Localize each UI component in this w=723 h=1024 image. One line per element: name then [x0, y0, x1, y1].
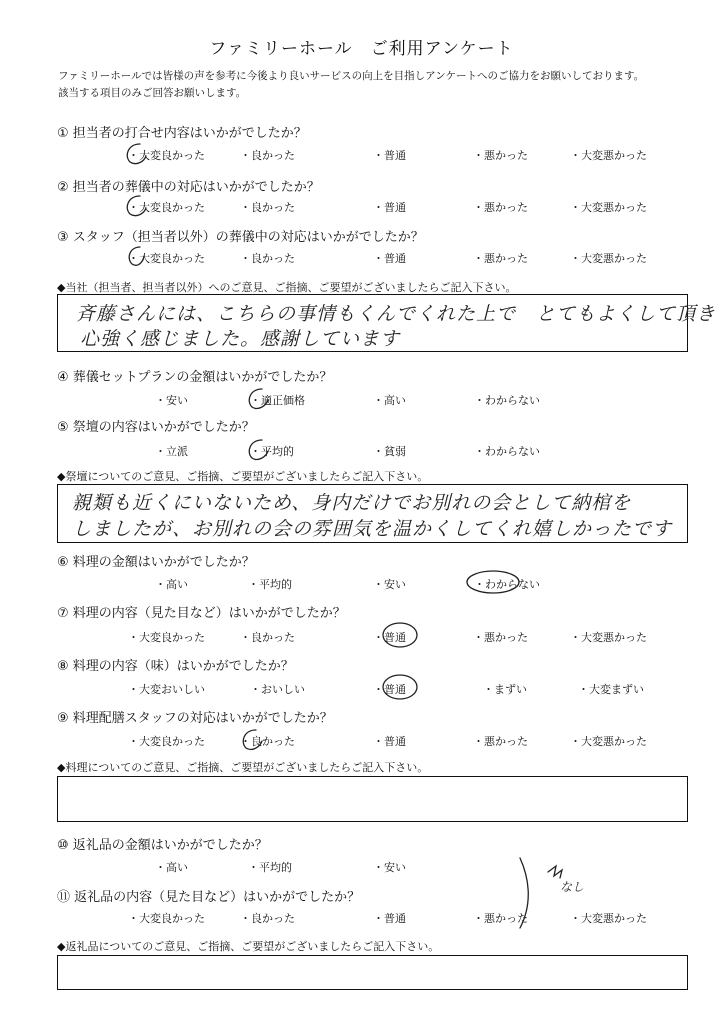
q10-option-1[interactable]: ・高い: [155, 861, 188, 874]
q11-option-5[interactable]: ・大変悪かった: [570, 912, 647, 925]
comment-box-company[interactable]: [57, 294, 717, 352]
q9-option-2[interactable]: ・良かった: [240, 735, 295, 748]
scribble-mark: [548, 866, 562, 878]
comment-label-company: ◆当社（担当者、担当者以外）へのご意見、ご指摘、ご要望がございましたらご記入下さい。: [57, 281, 517, 294]
q9-option-3[interactable]: ・普通: [373, 735, 406, 748]
comment-box-altar[interactable]: [57, 484, 688, 543]
q5-option-4[interactable]: ・わからない: [474, 445, 540, 458]
q8-option-1[interactable]: ・大変おいしい: [128, 683, 205, 696]
q7-option-3[interactable]: ・普通: [373, 631, 406, 644]
q6-option-1[interactable]: ・高い: [155, 578, 188, 591]
question-7: ⑦ 料理の内容（見た目など）はいかがでしたか？: [57, 606, 346, 621]
question-5: ⑤ 祭壇の内容はいかがでしたか？: [57, 420, 255, 435]
q2-option-5[interactable]: ・大変悪かった: [570, 201, 647, 214]
comment-box-food[interactable]: [57, 776, 688, 822]
q7-option-1[interactable]: ・大変良かった: [128, 631, 205, 644]
q8-option-2[interactable]: ・おいしい: [250, 683, 305, 696]
q6-option-3[interactable]: ・安い: [373, 578, 406, 591]
handwritten-line: 心強く感じました。感謝しています: [80, 328, 401, 350]
q7-option-4[interactable]: ・悪かった: [473, 631, 528, 644]
q9-option-5[interactable]: ・大変悪かった: [570, 735, 647, 748]
q9-option-1[interactable]: ・大変良かった: [128, 735, 205, 748]
question-11: ⑪ 返礼品の内容（見た目など）はいかがでしたか？: [57, 890, 361, 905]
q1-option-1[interactable]: ・大変良かった: [128, 149, 205, 162]
q3-option-5[interactable]: ・大変悪かった: [570, 252, 647, 265]
question-9: ⑨ 料理配膳スタッフの対応はいかがでしたか？: [57, 711, 333, 726]
q8-option-5[interactable]: ・大変まずい: [578, 683, 644, 696]
q6-option-2[interactable]: ・平均的: [248, 578, 292, 591]
intro-line-1: ファミリーホールでは皆様の声を参考に今後より良いサービスの向上を目指しアンケートへのご協力をお願いしております。: [58, 70, 645, 82]
question-3: ③ スタッフ（担当者以外）の葬儀中の対応はいかがでしたか？: [57, 230, 424, 245]
q6-option-4[interactable]: ・わからない: [474, 578, 540, 591]
q5-option-3[interactable]: ・貧弱: [373, 445, 406, 458]
comment-label-food: ◆料理についてのご意見、ご指摘、ご要望がございましたらご記入下さい。: [57, 761, 429, 774]
comment-label-altar: ◆祭壇についてのご意見、ご指摘、ご要望がございましたらご記入下さい。: [57, 470, 429, 483]
comment-box-gift[interactable]: [57, 955, 688, 990]
q3-option-3[interactable]: ・普通: [373, 252, 406, 265]
q2-option-1[interactable]: ・大変良かった: [128, 201, 205, 214]
q2-option-3[interactable]: ・普通: [373, 201, 406, 214]
question-1: ① 担当者の打合せ内容はいかがでしたか？: [57, 126, 307, 141]
comment-label-gift: ◆返礼品についてのご意見、ご指摘、ご要望がございましたらご記入下さい。: [57, 940, 440, 953]
question-4: ④ 葬儀セットプランの金額はいかがでしたか？: [57, 370, 333, 385]
q2-option-2[interactable]: ・良かった: [240, 201, 295, 214]
handwritten-line: 親類も近くにいないため、身内だけでお別れの会として納棺を: [72, 492, 632, 514]
q3-option-1[interactable]: ・大変良かった: [128, 252, 205, 265]
q8-option-4[interactable]: ・まずい: [483, 683, 527, 696]
handwritten-note: なし: [560, 880, 585, 894]
intro-line-2: 該当する項目のみご回答お願いします。: [58, 87, 247, 99]
q7-option-2[interactable]: ・良かった: [240, 631, 295, 644]
q9-option-4[interactable]: ・悪かった: [473, 735, 528, 748]
q11-option-2[interactable]: ・良かった: [240, 912, 295, 925]
q1-option-4[interactable]: ・悪かった: [473, 149, 528, 162]
q4-option-3[interactable]: ・高い: [373, 394, 406, 407]
q4-option-4[interactable]: ・わからない: [474, 394, 540, 407]
question-8: ⑧ 料理の内容（味）はいかがでしたか？: [57, 659, 294, 674]
q11-option-1[interactable]: ・大変良かった: [128, 912, 205, 925]
q4-option-2[interactable]: ・適正価格: [250, 394, 305, 407]
q11-option-3[interactable]: ・普通: [373, 912, 406, 925]
q1-option-5[interactable]: ・大変悪かった: [570, 149, 647, 162]
question-6: ⑥ 料理の金額はいかがでしたか？: [57, 555, 255, 570]
q1-option-3[interactable]: ・普通: [373, 149, 406, 162]
q3-option-4[interactable]: ・悪かった: [473, 252, 528, 265]
handwritten-line: 斉藤さんには、こちらの事情もくんでくれた上で とてもよくして頂き: [76, 303, 717, 325]
q5-option-1[interactable]: ・立派: [155, 445, 188, 458]
question-2: ② 担当者の葬儀中の対応はいかがでしたか？: [57, 180, 320, 195]
q5-option-2[interactable]: ・平均的: [250, 445, 294, 458]
q11-option-4[interactable]: ・悪かった: [473, 912, 528, 925]
q1-option-2[interactable]: ・良かった: [240, 149, 295, 162]
q2-option-4[interactable]: ・悪かった: [473, 201, 528, 214]
question-10: ⑩ 返礼品の金額はいかがでしたか？: [57, 838, 268, 853]
q4-option-1[interactable]: ・安い: [155, 394, 188, 407]
q10-option-3[interactable]: ・安い: [373, 861, 406, 874]
page-title: ファミリーホール ご利用アンケート: [209, 39, 514, 59]
q8-option-3[interactable]: ・普通: [373, 683, 406, 696]
q3-option-2[interactable]: ・良かった: [240, 252, 295, 265]
q7-option-5[interactable]: ・大変悪かった: [570, 631, 647, 644]
q10-option-2[interactable]: ・平均的: [248, 861, 292, 874]
handwritten-line: しましたが、お別れの会の雰囲気を温かくしてくれ嬉しかったです: [72, 518, 673, 540]
